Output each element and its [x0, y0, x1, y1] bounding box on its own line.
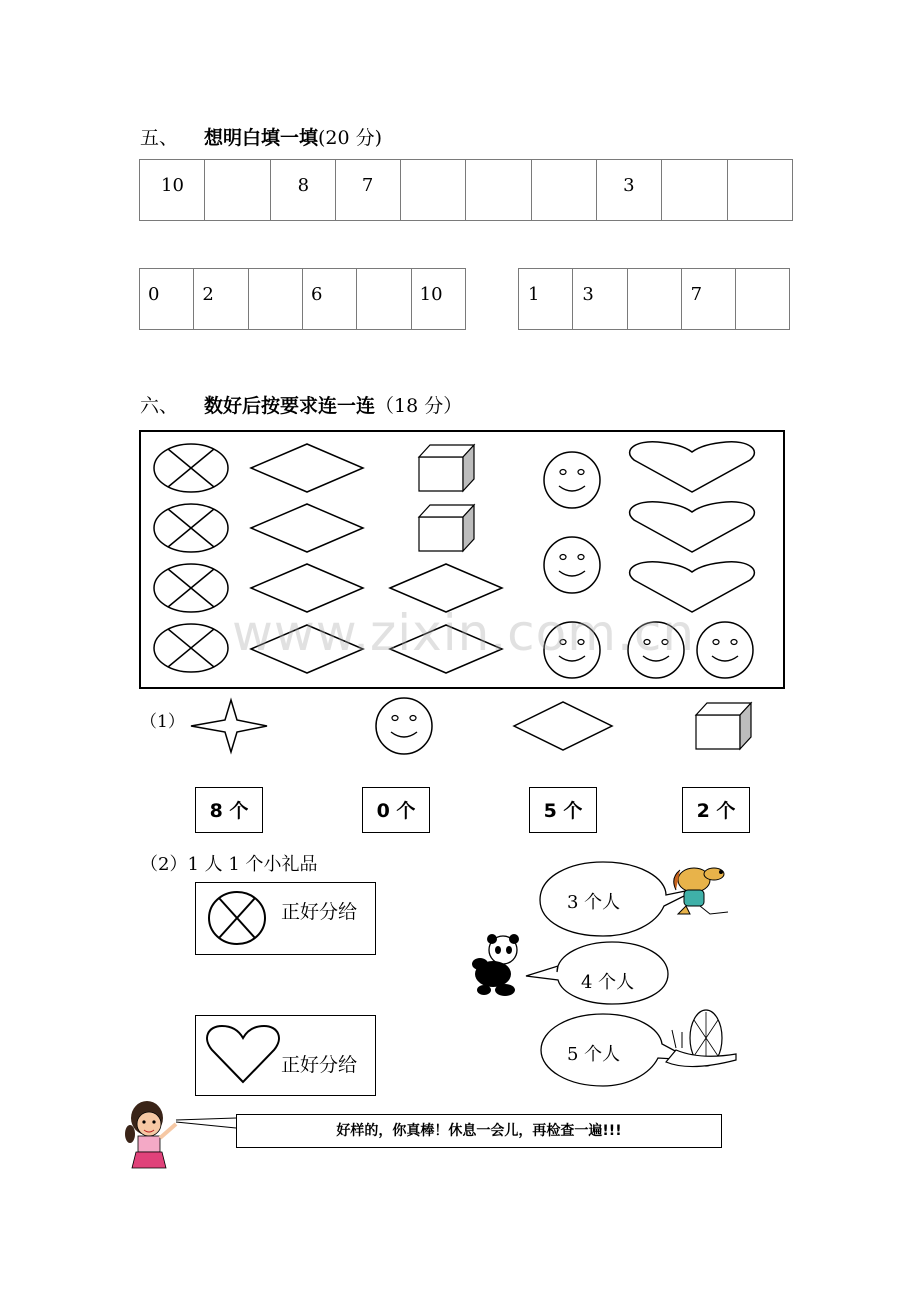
- seq-cell[interactable]: 6: [302, 269, 356, 330]
- seq-cell[interactable]: 1: [519, 269, 573, 330]
- bubble-text: 3 个人: [567, 892, 621, 913]
- diamond-option[interactable]: [514, 702, 612, 750]
- smiley-shape: [697, 622, 753, 678]
- smiley-shape: [544, 452, 600, 508]
- gift-label: 正好分给: [281, 901, 358, 923]
- panda-illustration: [472, 934, 519, 996]
- section6-title: 数好后按要求连一连: [204, 395, 376, 417]
- star-shape[interactable]: [191, 700, 267, 752]
- seq-cell[interactable]: 3: [597, 160, 662, 221]
- praise-box: 好样的，你真棒！休息一会儿，再检查一遍!!!: [236, 1114, 722, 1148]
- section5-title: 想明白填一填: [204, 127, 319, 149]
- count-box[interactable]: 0 个: [362, 787, 430, 833]
- seq-cell[interactable]: 3: [573, 269, 627, 330]
- section5-score: (20 分): [318, 127, 383, 149]
- cross-oval-shape: [154, 444, 228, 492]
- girl-illustration: [125, 1101, 176, 1168]
- question2-label: （2）1 人 1 个小礼品: [140, 854, 318, 875]
- seq-cell[interactable]: 7: [335, 160, 400, 221]
- section6-score: （18 分）: [375, 395, 463, 417]
- smiley-option[interactable]: [376, 698, 432, 754]
- cube-option[interactable]: [696, 703, 751, 749]
- cross-oval-shape: [154, 504, 228, 552]
- count-box[interactable]: 5 个: [529, 787, 597, 833]
- watermark: www.zixin.com.cn: [232, 604, 696, 662]
- diamond-shape: [251, 504, 363, 552]
- seq-cell[interactable]: 2: [194, 269, 248, 330]
- count-box[interactable]: 8 个: [195, 787, 263, 833]
- cube-shape: [419, 445, 474, 491]
- gift-label: 正好分给: [281, 1054, 358, 1076]
- pointer-line: [176, 1118, 236, 1120]
- cross-oval-shape: [154, 564, 228, 612]
- pointer-line: [176, 1122, 236, 1128]
- cross-oval-shape: [154, 624, 228, 672]
- cube-shape: [419, 505, 474, 551]
- seq-cell[interactable]: 10: [140, 160, 205, 221]
- smiley-shape: [544, 537, 600, 593]
- seq-cell[interactable]: 10: [411, 269, 465, 330]
- heart-shape: [630, 502, 755, 552]
- diamond-shape: [251, 444, 363, 492]
- count-box[interactable]: 2 个: [682, 787, 750, 833]
- heart-shape: [630, 442, 755, 492]
- seq-cell[interactable]: 8: [270, 160, 335, 221]
- bubble-text: 5 个人: [567, 1044, 621, 1065]
- seq-cell[interactable]: 7: [681, 269, 735, 330]
- section5-number: 五、: [140, 127, 179, 149]
- snail-illustration: [666, 1010, 736, 1067]
- question1-label: （1）: [140, 712, 185, 732]
- bubble-text: 4 个人: [581, 972, 635, 993]
- dog-illustration: [674, 868, 728, 914]
- section6-number: 六、: [140, 395, 179, 417]
- seq-cell[interactable]: 0: [140, 269, 194, 330]
